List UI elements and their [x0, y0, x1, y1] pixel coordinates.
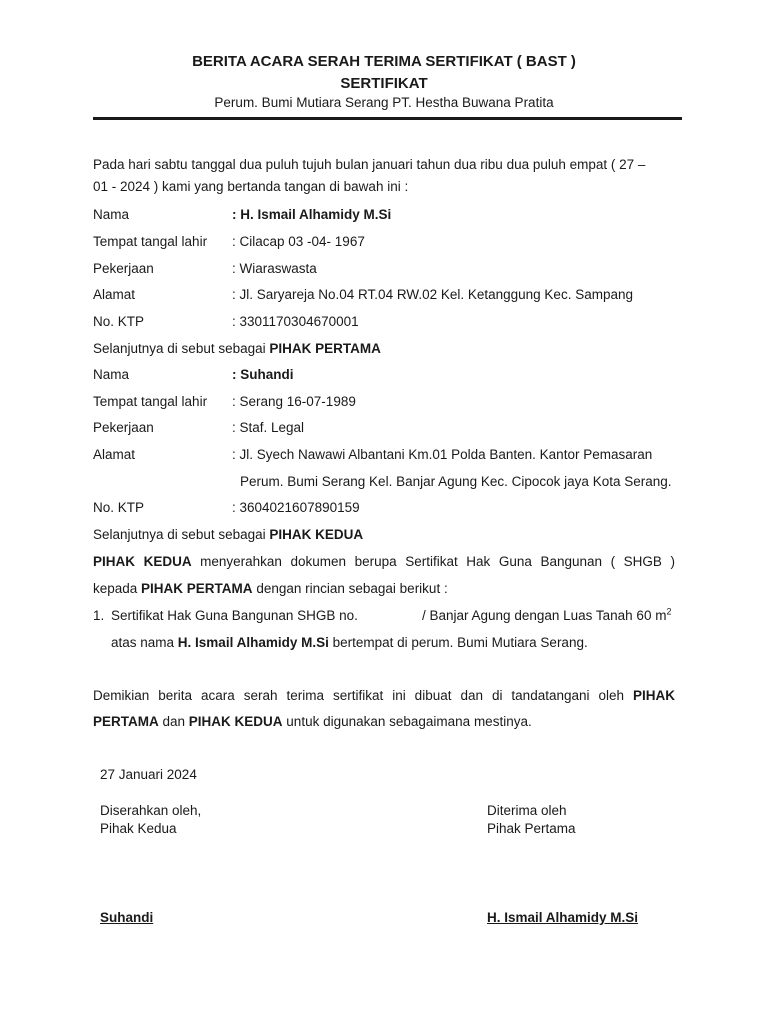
designation-prefix: Selanjutnya di sebut sebagai	[93, 527, 270, 542]
party2-address-row	[93, 445, 652, 465]
closing-line-1	[93, 683, 675, 709]
list-item-number: 1.	[93, 608, 105, 623]
handover-recipient: PIHAK PERTAMA	[141, 581, 253, 596]
field-label: Alamat	[93, 447, 136, 462]
list-item-text: atas nama	[111, 635, 178, 650]
party1-ktp-row	[93, 312, 359, 332]
party1-address-row	[93, 285, 633, 305]
area-superscript: 2	[666, 606, 672, 617]
field-label: Pekerjaan	[93, 261, 154, 276]
party2-address-line-2: Perum. Bumi Serang Kel. Banjar Agung Kec. Cipocok jaya Kota Serang.	[240, 474, 672, 489]
closing-text: untuk digunakan sebagaimana mestinya.	[282, 714, 532, 729]
handover-subject: PIHAK KEDUA	[93, 554, 192, 569]
list-item-text-b	[422, 606, 671, 626]
field-value: : Serang 16-07-1989	[232, 394, 356, 409]
closing-bold: PERTAMA	[93, 714, 159, 729]
list-item-area: / Banjar Agung dengan Luas Tanah 60 m	[422, 608, 667, 623]
party2-name-row	[93, 365, 294, 385]
handover-text: menyerahkan dokumen berupa Sertifikat Hak Guna Bangunan ( SHGB )	[191, 554, 675, 569]
field-label: No. KTP	[93, 500, 145, 515]
party2-birth-row	[93, 392, 356, 412]
handover-line-2	[93, 579, 448, 599]
field-label: Tempat tangal lahir	[93, 234, 208, 249]
closing-bold: PIHAK KEDUA	[188, 714, 283, 729]
list-item-line-2	[111, 633, 588, 653]
opening-line-2: 01 - 2024 ) kami yang bertanda tangan di bawah ini :	[93, 179, 409, 194]
party1-birth-row	[93, 232, 365, 252]
list-item-text: bertempat di perum. Bumi Mutiara Serang.	[328, 635, 588, 650]
party1-job-row	[93, 259, 317, 279]
left-signer-name: Suhandi	[100, 910, 154, 925]
field-value: : Suhandi	[232, 367, 294, 382]
list-item-text-a: Sertifikat Hak Guna Bangunan SHGB no.	[111, 608, 358, 623]
right-signer-party: Pihak Pertama	[487, 821, 576, 836]
party2-designation	[93, 525, 363, 545]
right-signer-name: H. Ismail Alhamidy M.Si	[487, 910, 639, 925]
field-value: : Jl. Syech Nawawi Albantani Km.01 Polda Banten. Kantor Pemasaran	[232, 447, 653, 462]
handover-line-1	[93, 549, 675, 575]
party1-designation	[93, 339, 381, 359]
left-signer-role: Diserahkan oleh,	[100, 803, 202, 818]
opening-line-1: Pada hari sabtu tanggal dua puluh tujuh bulan januari tahun dua ribu dua puluh empat ( 27 –	[93, 157, 646, 172]
field-label: Pekerjaan	[93, 420, 154, 435]
party2-job-row	[93, 418, 304, 438]
field-value: : 3301170304670001	[232, 314, 359, 329]
handover-text: dengan rincian sebagai berikut :	[252, 581, 448, 596]
designation-label: PIHAK PERTAMA	[269, 341, 381, 356]
field-label: No. KTP	[93, 314, 145, 329]
party2-ktp-row	[93, 498, 360, 518]
document-subtitle: SERTIFIKAT	[340, 75, 428, 92]
party1-name-row	[93, 205, 391, 225]
field-value: : Jl. Saryareja No.04 RT.04 RW.02 Kel. Ketanggung Kec. Sampang	[232, 287, 633, 302]
left-signer-party: Pihak Kedua	[100, 821, 177, 836]
field-value: : Cilacap 03 -04- 1967	[232, 234, 365, 249]
field-value: : Wiaraswasta	[232, 261, 317, 276]
field-label: Nama	[93, 207, 130, 222]
right-signer-role: Diterima oleh	[487, 803, 567, 818]
list-item-owner: H. Ismail Alhamidy M.Si	[177, 635, 329, 650]
closing-line-2	[93, 712, 532, 732]
designation-prefix: Selanjutnya di sebut sebagai	[93, 341, 270, 356]
designation-label: PIHAK KEDUA	[269, 527, 364, 542]
header-divider	[93, 117, 682, 120]
document-title: BERITA ACARA SERAH TERIMA SERTIFIKAT ( BAST )	[192, 53, 576, 70]
company-line: Perum. Bumi Mutiara Serang PT. Hestha Buwana Pratita	[214, 95, 554, 110]
field-label: Nama	[93, 367, 130, 382]
signature-date: 27 Januari 2024	[100, 767, 197, 782]
closing-text: dan	[158, 714, 189, 729]
field-value: : H. Ismail Alhamidy M.Si	[232, 207, 392, 222]
handover-text: kepada	[93, 581, 142, 596]
field-label: Alamat	[93, 287, 136, 302]
closing-text: Demikian berita acara serah terima sertifikat ini dibuat dan di tandatangani oleh	[93, 688, 633, 703]
field-label: Tempat tangal lahir	[93, 394, 208, 409]
field-value: : Staf. Legal	[232, 420, 305, 435]
closing-bold: PIHAK	[632, 688, 675, 703]
field-value: : 3604021607890159	[232, 500, 360, 515]
